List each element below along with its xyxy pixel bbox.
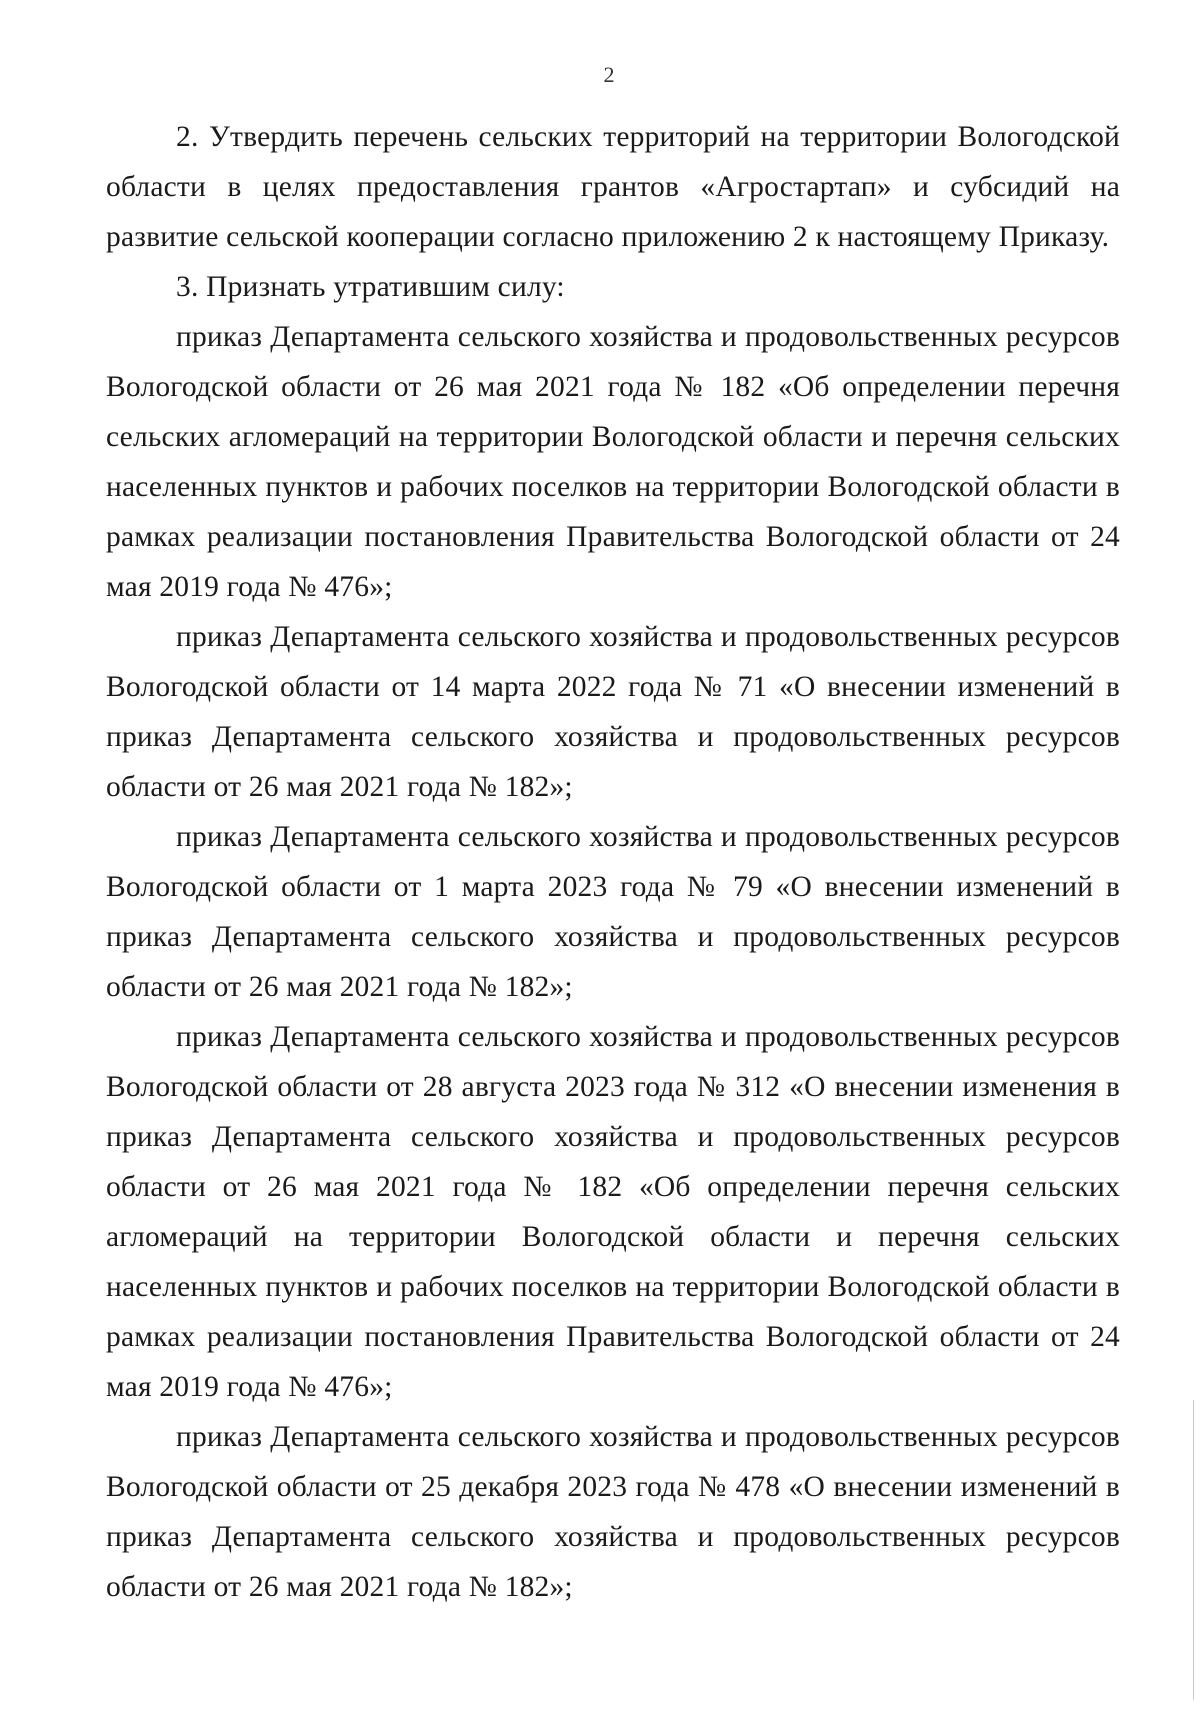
- repealed-order-79: приказ Департамента сельского хозяйства и продовольственных ресурсов Вологодской области от 1 марта 2023 года № 79 «О внесении изменений в приказ Департамента сельского хозяйства и продовольственных ресурсов области от 26 мая 2021 года № 182»;: [106, 821, 1120, 1003]
- repealed-order-71: приказ Департамента сельского хозяйства и продовольственных ресурсов Вологодской области от 14 марта 2022 года № 71 «О внесении изменений в приказ Департамента сельского хозяйства и продовольственных ресурсов области от 26 мая 2021 года № 182»;: [106, 621, 1120, 803]
- paragraph-item-2: 2. Утвердить перечень сельских территорий на территории Вологодской области в целях предоставления грантов «Агростартап» и субсидий на развитие сельской кооперации согласно приложению 2 к настоящему Приказу.: [106, 121, 1120, 253]
- paragraph-item-3: 3. Признать утратившим силу:: [176, 271, 565, 303]
- repealed-order-478: приказ Департамента сельского хозяйства и продовольственных ресурсов Вологодской области от 25 декабря 2023 года № 478 «О внесении изменений в приказ Департамента сельского хозяйства и продовольственных ресурсов области от 26 мая 2021 года № 182»;: [106, 1421, 1120, 1603]
- document-body: [106, 112, 1120, 1612]
- scan-edge-mark: [1193, 1400, 1194, 1700]
- page-number: 2: [603, 62, 615, 87]
- repealed-order-182: приказ Департамента сельского хозяйства и продовольственных ресурсов Вологодской области от 26 мая 2021 года № 182 «Об определении перечня сельских агломераций на территории Вологодской области и перечня сельских населенных пунктов и рабочих поселков на территории Вологодской области в рамках реализации постановления Правительства Вологодской области от 24 мая 2019 года № 476»;: [106, 321, 1120, 603]
- repealed-order-312: приказ Департамента сельского хозяйства и продовольственных ресурсов Вологодской области от 28 августа 2023 года № 312 «О внесении изменения в приказ Департамента сельского хозяйства и продовольственных ресурсов области от 26 мая 2021 года № 182 «Об определении перечня сельских агломераций на территории Вологодской области и перечня сельских населенных пунктов и рабочих поселков на территории Вологодской области в рамках реализации постановления Правительства Вологодской области от 24 мая 2019 года № 476»;: [106, 1021, 1120, 1403]
